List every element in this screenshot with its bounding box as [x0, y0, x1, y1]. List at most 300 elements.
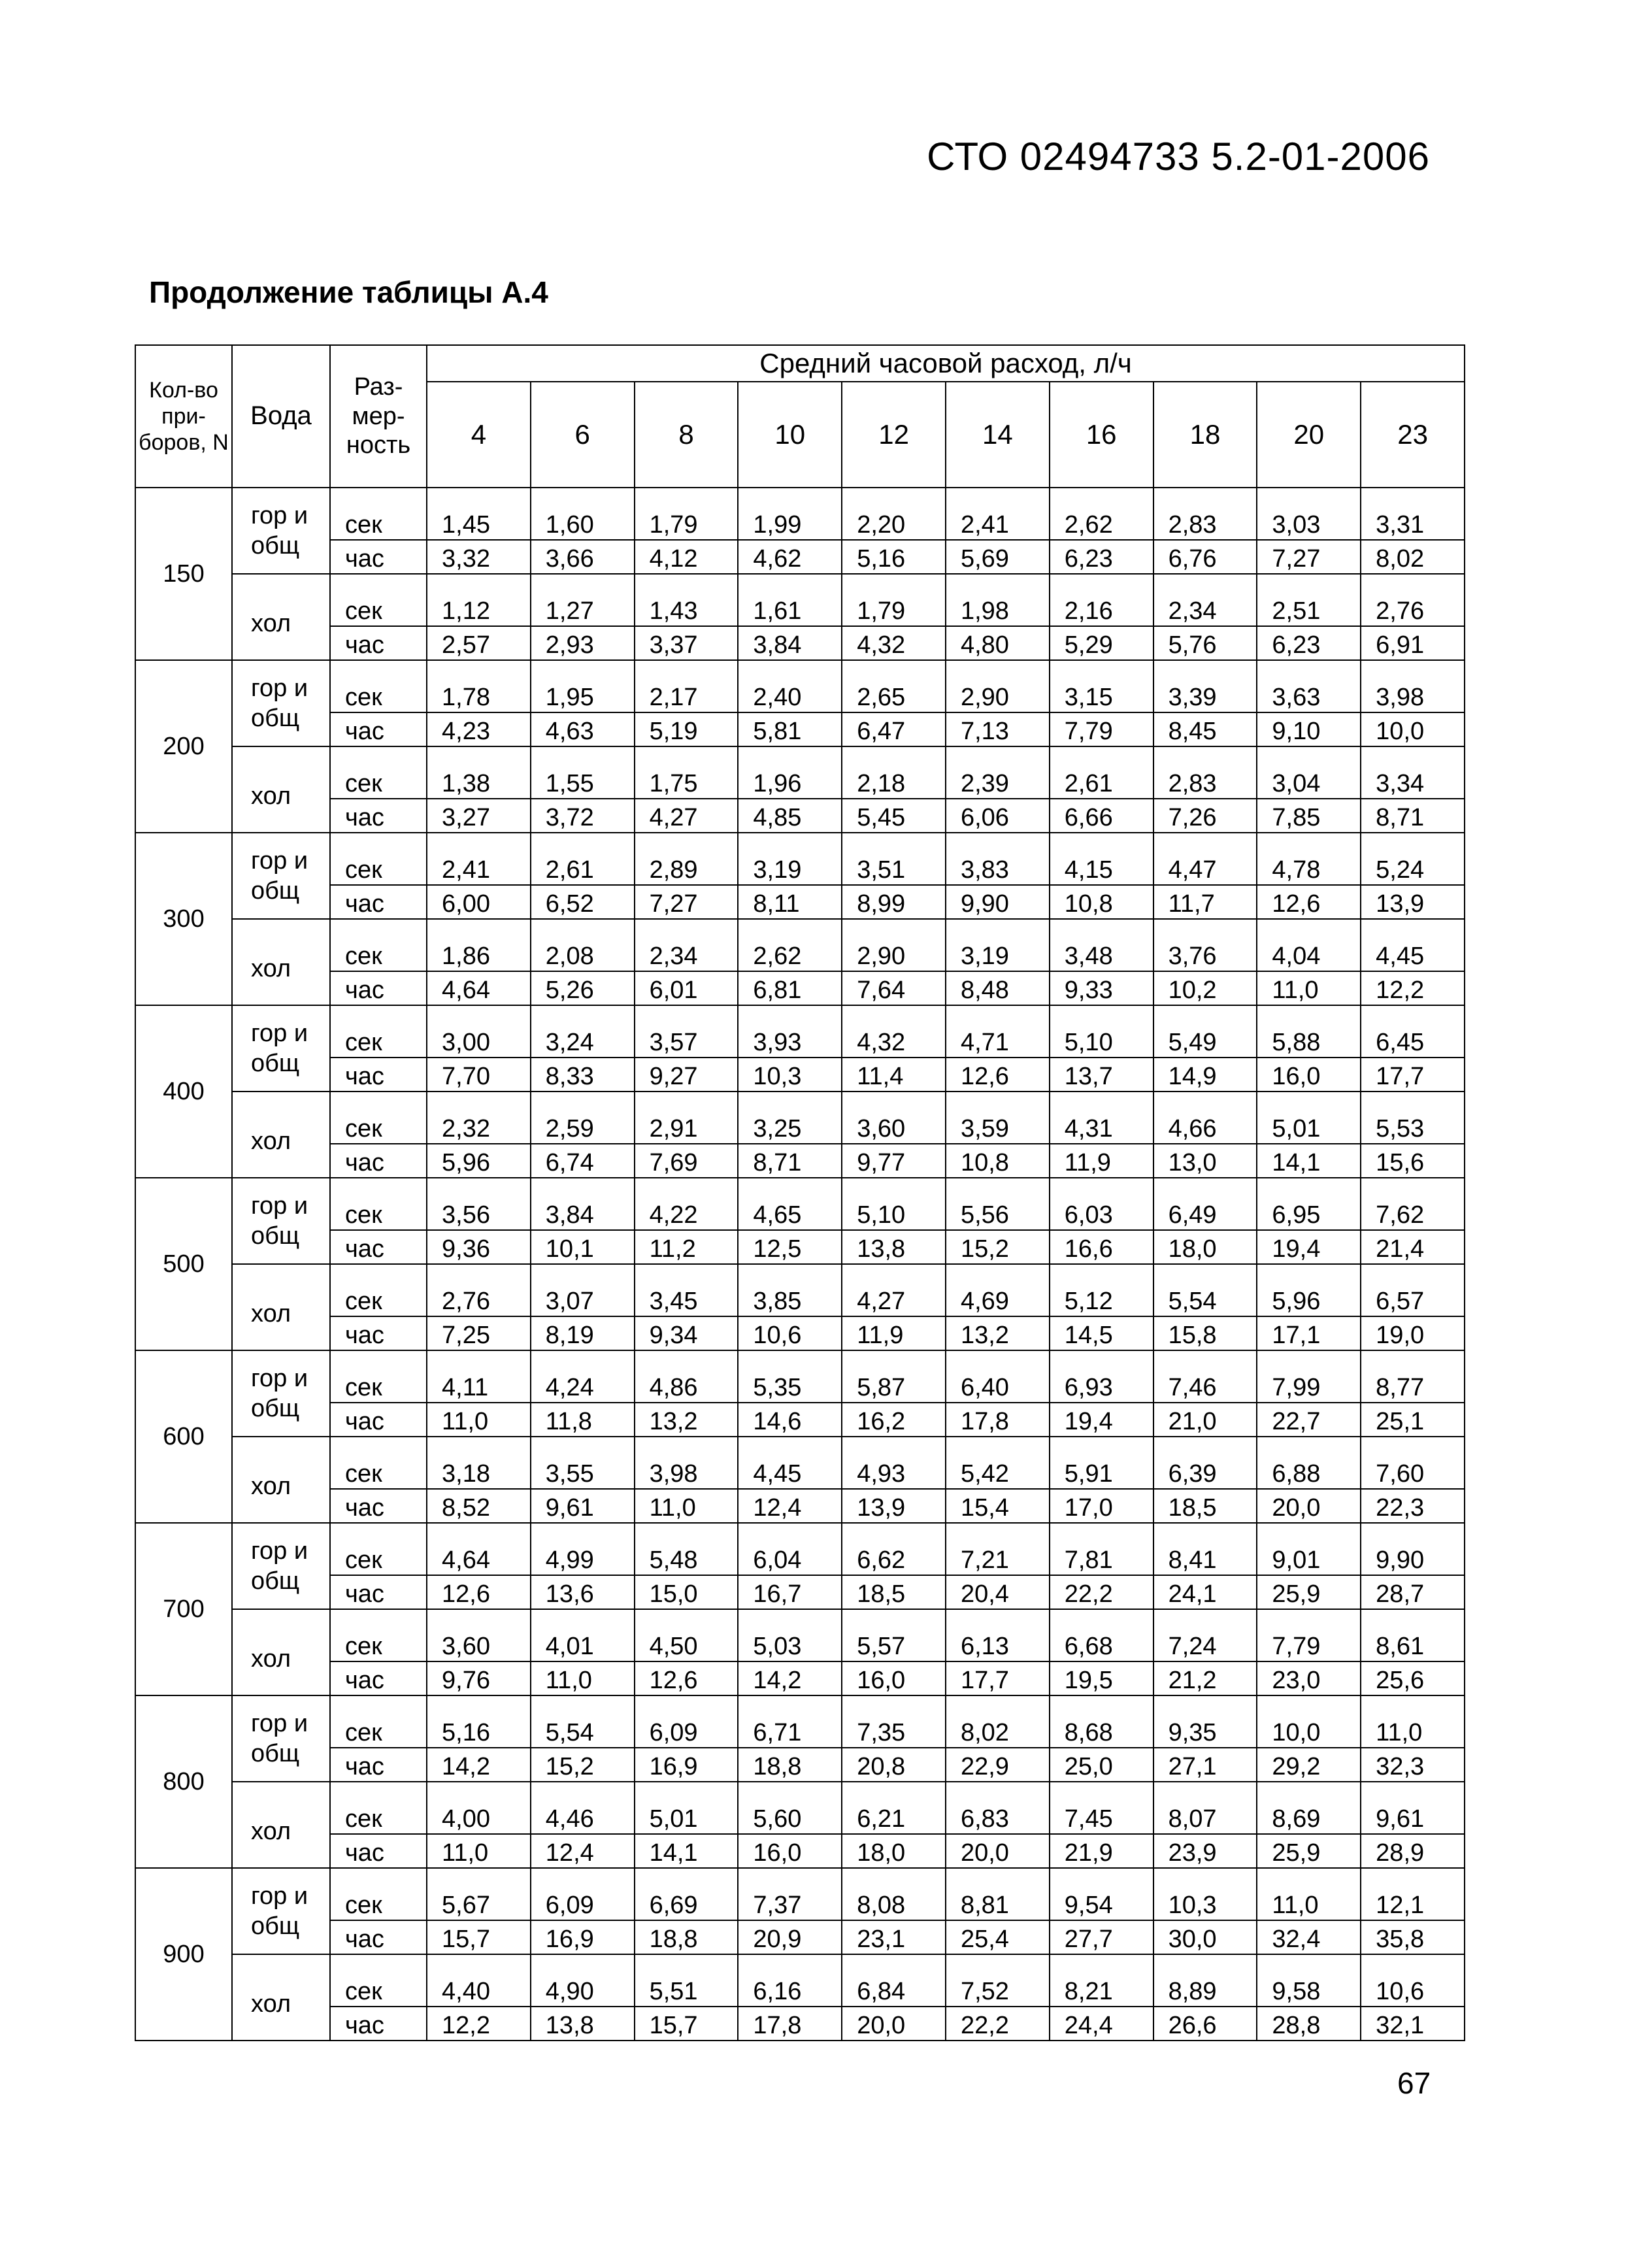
value-cell: 1,96 [738, 746, 842, 799]
value-cell: 3,85 [738, 1264, 842, 1316]
table-row [135, 1609, 1465, 1661]
value-cell: 21,2 [1153, 1661, 1257, 1695]
value-cell: 18,8 [635, 1920, 738, 1954]
value-cell: 3,98 [635, 1437, 738, 1489]
header-flow-column: 10 [738, 382, 842, 488]
value-cell: 8,52 [427, 1489, 531, 1523]
value-cell: 20,0 [1257, 1489, 1361, 1523]
value-cell: 3,34 [1361, 746, 1465, 799]
value-cell: 19,4 [1257, 1230, 1361, 1264]
value-cell: 7,64 [842, 971, 946, 1005]
value-cell: 27,7 [1050, 1920, 1153, 1954]
value-cell: 11,0 [427, 1834, 531, 1868]
value-cell: 2,76 [427, 1264, 531, 1316]
value-cell: 28,8 [1257, 2007, 1361, 2041]
value-cell: 8,48 [946, 971, 1050, 1005]
value-cell: 7,45 [1050, 1782, 1153, 1834]
value-cell: 6,69 [635, 1868, 738, 1920]
value-cell: 2,41 [946, 488, 1050, 540]
value-cell: 9,36 [427, 1230, 531, 1264]
value-cell: 2,34 [635, 919, 738, 971]
value-cell: 4,63 [531, 712, 635, 746]
value-cell: 2,90 [946, 660, 1050, 712]
value-cell: 14,5 [1050, 1316, 1153, 1350]
value-cell: 3,04 [1257, 746, 1361, 799]
unit-cell: сек [330, 833, 427, 885]
value-cell: 4,22 [635, 1178, 738, 1230]
value-cell: 32,4 [1257, 1920, 1361, 1954]
value-cell: 15,2 [946, 1230, 1050, 1264]
value-cell: 4,00 [427, 1782, 531, 1834]
header-flow-group: Средний часовой расход, л/ч [427, 345, 1465, 382]
value-cell: 6,57 [1361, 1264, 1465, 1316]
value-cell: 14,2 [738, 1661, 842, 1695]
value-cell: 22,3 [1361, 1489, 1465, 1523]
unit-cell: час [330, 1058, 427, 1092]
value-cell: 4,69 [946, 1264, 1050, 1316]
table-row [135, 885, 1465, 919]
value-cell: 7,69 [635, 1144, 738, 1178]
water-type-cell: гор и общ [232, 1178, 330, 1264]
value-cell: 23,1 [842, 1920, 946, 1954]
value-cell: 5,48 [635, 1523, 738, 1575]
value-cell: 16,2 [842, 1403, 946, 1437]
value-cell: 1,60 [531, 488, 635, 540]
table-row [135, 1489, 1465, 1523]
value-cell: 2,40 [738, 660, 842, 712]
value-cell: 6,16 [738, 1954, 842, 2007]
unit-cell: час [330, 1230, 427, 1264]
value-cell: 4,01 [531, 1609, 635, 1661]
value-cell: 2,08 [531, 919, 635, 971]
value-cell: 4,47 [1153, 833, 1257, 885]
value-cell: 6,09 [531, 1868, 635, 1920]
value-cell: 3,84 [738, 626, 842, 660]
value-cell: 7,70 [427, 1058, 531, 1092]
value-cell: 5,67 [427, 1868, 531, 1920]
table-row [135, 1005, 1465, 1058]
value-cell: 2,83 [1153, 488, 1257, 540]
value-cell: 8,99 [842, 885, 946, 919]
water-type-cell: гор и общ [232, 1005, 330, 1092]
table-row [135, 919, 1465, 971]
value-cell: 16,0 [842, 1661, 946, 1695]
value-cell: 4,27 [842, 1264, 946, 1316]
header-water: Вода [232, 345, 330, 488]
value-cell: 23,0 [1257, 1661, 1361, 1695]
device-count-cell: 400 [135, 1005, 232, 1178]
value-cell: 1,55 [531, 746, 635, 799]
value-cell: 9,61 [1361, 1782, 1465, 1834]
value-cell: 20,8 [842, 1748, 946, 1782]
value-cell: 3,66 [531, 540, 635, 574]
value-cell: 8,19 [531, 1316, 635, 1350]
value-cell: 22,2 [946, 2007, 1050, 2041]
value-cell: 10,6 [738, 1316, 842, 1350]
value-cell: 4,45 [1361, 919, 1465, 971]
value-cell: 8,33 [531, 1058, 635, 1092]
value-cell: 5,03 [738, 1609, 842, 1661]
value-cell: 13,2 [946, 1316, 1050, 1350]
value-cell: 1,79 [842, 574, 946, 626]
value-cell: 16,7 [738, 1575, 842, 1609]
value-cell: 27,1 [1153, 1748, 1257, 1782]
value-cell: 11,9 [1050, 1144, 1153, 1178]
value-cell: 9,10 [1257, 712, 1361, 746]
value-cell: 18,5 [1153, 1489, 1257, 1523]
value-cell: 5,35 [738, 1350, 842, 1403]
device-count-cell: 500 [135, 1178, 232, 1350]
value-cell: 4,32 [842, 626, 946, 660]
value-cell: 35,8 [1361, 1920, 1465, 1954]
value-cell: 4,66 [1153, 1092, 1257, 1144]
value-cell: 6,93 [1050, 1350, 1153, 1403]
unit-cell: сек [330, 574, 427, 626]
value-cell: 17,7 [946, 1661, 1050, 1695]
value-cell: 8,07 [1153, 1782, 1257, 1834]
value-cell: 15,7 [635, 2007, 738, 2041]
value-cell: 12,6 [635, 1661, 738, 1695]
table-row [135, 1868, 1465, 1920]
value-cell: 25,9 [1257, 1834, 1361, 1868]
value-cell: 6,21 [842, 1782, 946, 1834]
value-cell: 17,8 [946, 1403, 1050, 1437]
table-row [135, 574, 1465, 626]
value-cell: 8,41 [1153, 1523, 1257, 1575]
value-cell: 14,1 [1257, 1144, 1361, 1178]
value-cell: 17,7 [1361, 1058, 1465, 1092]
value-cell: 12,4 [738, 1489, 842, 1523]
value-cell: 3,25 [738, 1092, 842, 1144]
value-cell: 13,9 [1361, 885, 1465, 919]
value-cell: 12,5 [738, 1230, 842, 1264]
table-row [135, 1954, 1465, 2007]
value-cell: 24,4 [1050, 2007, 1153, 2041]
value-cell: 13,7 [1050, 1058, 1153, 1092]
value-cell: 1,78 [427, 660, 531, 712]
value-cell: 10,0 [1361, 712, 1465, 746]
water-type-cell: хол [232, 1437, 330, 1523]
value-cell: 2,62 [1050, 488, 1153, 540]
header-flow-column: 4 [427, 382, 531, 488]
value-cell: 5,96 [427, 1144, 531, 1178]
value-cell: 3,27 [427, 799, 531, 833]
value-cell: 6,01 [635, 971, 738, 1005]
unit-cell: сек [330, 488, 427, 540]
value-cell: 20,4 [946, 1575, 1050, 1609]
value-cell: 5,88 [1257, 1005, 1361, 1058]
value-cell: 4,99 [531, 1523, 635, 1575]
value-cell: 1,79 [635, 488, 738, 540]
unit-cell: сек [330, 746, 427, 799]
value-cell: 11,0 [427, 1403, 531, 1437]
value-cell: 2,93 [531, 626, 635, 660]
value-cell: 9,90 [1361, 1523, 1465, 1575]
value-cell: 32,1 [1361, 2007, 1465, 2041]
value-cell: 3,24 [531, 1005, 635, 1058]
value-cell: 11,9 [842, 1316, 946, 1350]
value-cell: 3,15 [1050, 660, 1153, 712]
table-row [135, 1350, 1465, 1403]
value-cell: 5,91 [1050, 1437, 1153, 1489]
value-cell: 1,27 [531, 574, 635, 626]
value-cell: 4,86 [635, 1350, 738, 1403]
value-cell: 6,23 [1257, 626, 1361, 660]
page-number: 67 [1397, 2066, 1431, 2100]
header-flow-column: 8 [635, 382, 738, 488]
value-cell: 2,90 [842, 919, 946, 971]
table-row [135, 1920, 1465, 1954]
water-type-cell: хол [232, 1264, 330, 1350]
value-cell: 21,9 [1050, 1834, 1153, 1868]
table-title: Продолжение таблицы А.4 [149, 275, 548, 309]
value-cell: 25,0 [1050, 1748, 1153, 1782]
value-cell: 3,63 [1257, 660, 1361, 712]
value-cell: 4,62 [738, 540, 842, 574]
table-row [135, 1575, 1465, 1609]
unit-cell: час [330, 1748, 427, 1782]
value-cell: 2,89 [635, 833, 738, 885]
value-cell: 6,40 [946, 1350, 1050, 1403]
table-row [135, 1316, 1465, 1350]
unit-cell: час [330, 2007, 427, 2041]
value-cell: 13,2 [635, 1403, 738, 1437]
value-cell: 10,3 [738, 1058, 842, 1092]
value-cell: 24,1 [1153, 1575, 1257, 1609]
device-count-cell: 800 [135, 1695, 232, 1868]
value-cell: 7,13 [946, 712, 1050, 746]
unit-cell: час [330, 885, 427, 919]
value-cell: 6,03 [1050, 1178, 1153, 1230]
value-cell: 4,12 [635, 540, 738, 574]
value-cell: 5,76 [1153, 626, 1257, 660]
value-cell: 10,8 [946, 1144, 1050, 1178]
value-cell: 8,21 [1050, 1954, 1153, 2007]
device-count-cell: 900 [135, 1868, 232, 2041]
value-cell: 11,8 [531, 1403, 635, 1437]
value-cell: 4,04 [1257, 919, 1361, 971]
value-cell: 4,71 [946, 1005, 1050, 1058]
value-cell: 7,99 [1257, 1350, 1361, 1403]
value-cell: 22,9 [946, 1748, 1050, 1782]
value-cell: 5,01 [635, 1782, 738, 1834]
device-count-cell: 200 [135, 660, 232, 833]
value-cell: 5,56 [946, 1178, 1050, 1230]
value-cell: 3,59 [946, 1092, 1050, 1144]
table-row [135, 1437, 1465, 1489]
value-cell: 7,85 [1257, 799, 1361, 833]
value-cell: 5,19 [635, 712, 738, 746]
value-cell: 9,76 [427, 1661, 531, 1695]
value-cell: 3,00 [427, 1005, 531, 1058]
value-cell: 8,61 [1361, 1609, 1465, 1661]
value-cell: 12,6 [427, 1575, 531, 1609]
value-cell: 9,58 [1257, 1954, 1361, 2007]
value-cell: 7,37 [738, 1868, 842, 1920]
value-cell: 9,77 [842, 1144, 946, 1178]
value-cell: 5,16 [842, 540, 946, 574]
table-row [135, 626, 1465, 660]
unit-cell: сек [330, 1005, 427, 1058]
unit-cell: час [330, 799, 427, 833]
value-cell: 13,6 [531, 1575, 635, 1609]
value-cell: 4,40 [427, 1954, 531, 2007]
unit-cell: сек [330, 1868, 427, 1920]
value-cell: 8,69 [1257, 1782, 1361, 1834]
value-cell: 6,66 [1050, 799, 1153, 833]
value-cell: 6,52 [531, 885, 635, 919]
value-cell: 6,88 [1257, 1437, 1361, 1489]
value-cell: 2,16 [1050, 574, 1153, 626]
value-cell: 3,07 [531, 1264, 635, 1316]
value-cell: 7,21 [946, 1523, 1050, 1575]
value-cell: 12,6 [1257, 885, 1361, 919]
value-cell: 3,83 [946, 833, 1050, 885]
value-cell: 2,59 [531, 1092, 635, 1144]
value-cell: 14,2 [427, 1748, 531, 1782]
value-cell: 17,8 [738, 2007, 842, 2041]
header-flow-column: 6 [531, 382, 635, 488]
value-cell: 4,23 [427, 712, 531, 746]
table-row [135, 1695, 1465, 1748]
table-row [135, 1523, 1465, 1575]
water-type-cell: хол [232, 1092, 330, 1178]
value-cell: 5,87 [842, 1350, 946, 1403]
unit-cell: сек [330, 1350, 427, 1403]
value-cell: 2,65 [842, 660, 946, 712]
value-cell: 4,31 [1050, 1092, 1153, 1144]
table-row [135, 1661, 1465, 1695]
value-cell: 25,9 [1257, 1575, 1361, 1609]
value-cell: 3,98 [1361, 660, 1465, 712]
value-cell: 9,01 [1257, 1523, 1361, 1575]
value-cell: 3,76 [1153, 919, 1257, 971]
value-cell: 4,32 [842, 1005, 946, 1058]
value-cell: 16,9 [531, 1920, 635, 1954]
value-cell: 3,48 [1050, 919, 1153, 971]
unit-cell: сек [330, 1695, 427, 1748]
value-cell: 3,19 [946, 919, 1050, 971]
value-cell: 3,18 [427, 1437, 531, 1489]
value-cell: 2,91 [635, 1092, 738, 1144]
unit-cell: сек [330, 1782, 427, 1834]
value-cell: 9,34 [635, 1316, 738, 1350]
value-cell: 4,11 [427, 1350, 531, 1403]
value-cell: 11,0 [635, 1489, 738, 1523]
device-count-cell: 150 [135, 488, 232, 660]
value-cell: 2,41 [427, 833, 531, 885]
value-cell: 2,62 [738, 919, 842, 971]
table-row [135, 660, 1465, 712]
value-cell: 6,09 [635, 1695, 738, 1748]
value-cell: 2,76 [1361, 574, 1465, 626]
unit-cell: сек [330, 1523, 427, 1575]
header-flow-column: 20 [1257, 382, 1361, 488]
table-row [135, 1834, 1465, 1868]
value-cell: 19,0 [1361, 1316, 1465, 1350]
table-row [135, 746, 1465, 799]
unit-cell: час [330, 626, 427, 660]
value-cell: 10,6 [1361, 1954, 1465, 2007]
value-cell: 17,0 [1050, 1489, 1153, 1523]
value-cell: 4,27 [635, 799, 738, 833]
unit-cell: сек [330, 1437, 427, 1489]
value-cell: 2,57 [427, 626, 531, 660]
value-cell: 4,24 [531, 1350, 635, 1403]
unit-cell: час [330, 1316, 427, 1350]
value-cell: 2,51 [1257, 574, 1361, 626]
value-cell: 18,8 [738, 1748, 842, 1782]
value-cell: 5,29 [1050, 626, 1153, 660]
table-row [135, 1782, 1465, 1834]
value-cell: 11,7 [1153, 885, 1257, 919]
value-cell: 3,55 [531, 1437, 635, 1489]
value-cell: 20,0 [946, 1834, 1050, 1868]
value-cell: 29,2 [1257, 1748, 1361, 1782]
value-cell: 4,93 [842, 1437, 946, 1489]
value-cell: 5,45 [842, 799, 946, 833]
flow-table [135, 344, 1465, 2041]
value-cell: 17,1 [1257, 1316, 1361, 1350]
value-cell: 1,61 [738, 574, 842, 626]
value-cell: 8,81 [946, 1868, 1050, 1920]
water-type-cell: гор и общ [232, 660, 330, 746]
value-cell: 7,24 [1153, 1609, 1257, 1661]
unit-cell: сек [330, 1954, 427, 2007]
value-cell: 10,0 [1257, 1695, 1361, 1748]
value-cell: 5,26 [531, 971, 635, 1005]
device-count-cell: 700 [135, 1523, 232, 1695]
value-cell: 1,86 [427, 919, 531, 971]
value-cell: 13,0 [1153, 1144, 1257, 1178]
value-cell: 8,02 [1361, 540, 1465, 574]
unit-cell: час [330, 1403, 427, 1437]
value-cell: 6,39 [1153, 1437, 1257, 1489]
value-cell: 9,33 [1050, 971, 1153, 1005]
value-cell: 11,2 [635, 1230, 738, 1264]
value-cell: 8,02 [946, 1695, 1050, 1748]
value-cell: 25,1 [1361, 1403, 1465, 1437]
value-cell: 12,6 [946, 1058, 1050, 1092]
value-cell: 7,79 [1050, 712, 1153, 746]
value-cell: 1,43 [635, 574, 738, 626]
value-cell: 11,0 [531, 1661, 635, 1695]
value-cell: 4,64 [427, 971, 531, 1005]
value-cell: 15,7 [427, 1920, 531, 1954]
table-row [135, 2007, 1465, 2041]
value-cell: 3,72 [531, 799, 635, 833]
value-cell: 15,6 [1361, 1144, 1465, 1178]
value-cell: 1,99 [738, 488, 842, 540]
value-cell: 12,2 [427, 2007, 531, 2041]
value-cell: 3,03 [1257, 488, 1361, 540]
value-cell: 6,47 [842, 712, 946, 746]
unit-cell: сек [330, 1178, 427, 1230]
value-cell: 10,1 [531, 1230, 635, 1264]
unit-cell: час [330, 1144, 427, 1178]
value-cell: 1,75 [635, 746, 738, 799]
header-count: Кол-во при- боров, N [135, 345, 232, 488]
value-cell: 8,77 [1361, 1350, 1465, 1403]
value-cell: 6,71 [738, 1695, 842, 1748]
water-type-cell: гор и общ [232, 1695, 330, 1782]
value-cell: 11,0 [1257, 971, 1361, 1005]
value-cell: 6,83 [946, 1782, 1050, 1834]
value-cell: 15,2 [531, 1748, 635, 1782]
value-cell: 3,32 [427, 540, 531, 574]
table-row [135, 1230, 1465, 1264]
water-type-cell: хол [232, 1954, 330, 2041]
